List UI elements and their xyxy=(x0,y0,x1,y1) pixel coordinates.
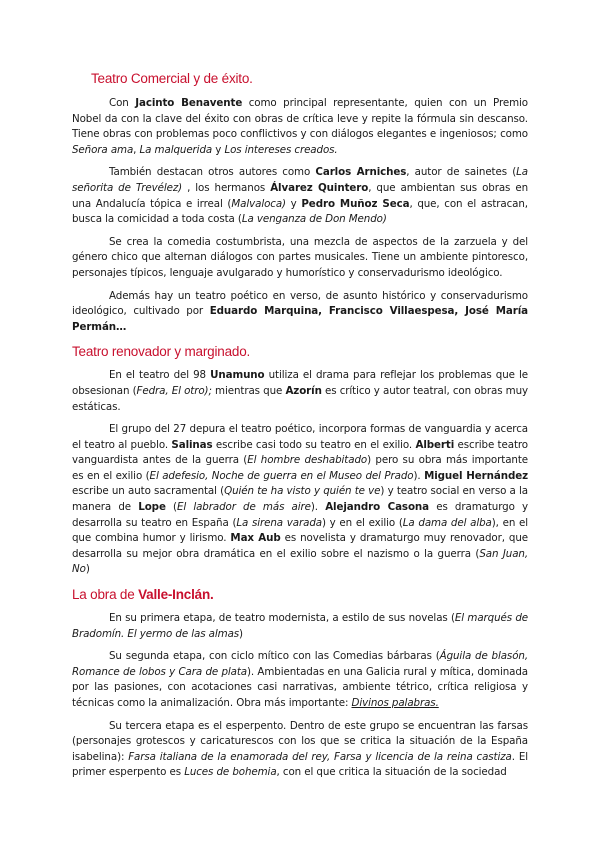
section-body-valle-inclan xyxy=(72,611,528,781)
italic-title: Farsa italiana de la enamorada del rey, Farsa y licencia de la reina castiza xyxy=(128,750,512,763)
italic-title: El hombre deshabitado xyxy=(247,454,368,467)
italic-title: El marqués de Bradomín. El yermo de las almas xyxy=(72,612,528,640)
italic-title: Quién te ha visto y quién te ve xyxy=(224,485,381,498)
paragraph: En su primera etapa, de teatro modernista, a estilo de sus novelas (El marqués de Bradomín. El yermo de las almas) xyxy=(72,612,528,640)
bold-text: Alejandro Casona xyxy=(325,501,430,514)
bold-text: Azorín xyxy=(285,384,322,397)
italic-title: La dama del alba xyxy=(402,516,492,529)
paragraph: En el teatro del 98 Unamuno utiliza el drama para reflejar los problemas que le obsesionan (Fedra, El otro); mientras que Azorín es crítico y autor teatral, con obras muy estáticas. xyxy=(72,369,529,413)
bold-text: Álvarez Quintero xyxy=(270,181,369,194)
italic-title: Señora ama xyxy=(72,143,134,156)
paragraph: También destacan otros autores como Carlos Arniches, autor de sainetes (La señorita de Trevélez) , los hermanos Álvarez Quintero, que ambientan sus obras en una Andalucía tópica e irreal (Malvaloca) y Pedro Muñoz Seca, que, con el astracan, busca la comicidad a toda costa (La venganza de Don Mendo) xyxy=(72,166,529,226)
section-heading-teatro-renovador: Teatro renovador y marginado. xyxy=(72,344,251,360)
italic-title: La señorita de Trevélez) xyxy=(72,166,528,194)
paragraph: Con Jacinto Benavente como principal representante, quien con un Premio Nobel da con la clave del éxito con obras de crítica leve y repite la fórmula sin descanso. Tiene obras con problemas poco conflictivos y con diálogos elegantes e ingeniosos; como Señora ama, La malquerida y Los intereses creados. xyxy=(72,97,528,156)
bold-text: Miguel Hernández xyxy=(424,469,528,482)
bold-text: Eduardo Marquina, Francisco Villaespesa, José María Permán… xyxy=(72,305,528,333)
section-body-teatro-renovador xyxy=(72,368,528,578)
paragraph: Su segunda etapa, con ciclo mítico con las Comedias bárbaras (Águila de blasón, Romance de lobos y Cara de plata). Ambientadas en una Galicia rural y mítica, dominada por las pasiones, con acotaciones casi narrativas, ambiente tétrico, crítica religiosa y técnicas como la animalización. Obra más importante: Divinos palabras. xyxy=(72,650,528,709)
heading-prefix: La obra de xyxy=(72,587,139,603)
bold-text: Lope xyxy=(138,501,166,514)
italic-title: Malvaloca) xyxy=(231,197,286,210)
italic-title: La malquerida xyxy=(139,143,213,156)
italic-title: Los intereses creados. xyxy=(224,143,338,156)
paragraph: Se crea la comedia costumbrista, una mezcla de aspectos de la zarzuela y del género chico que alternan diálogos con partes musicales. Tiene un ambiente pintoresco, personajes típicos, lenguaje avulgarado y humorístico y conservadurismo ideológico. xyxy=(72,235,528,279)
italic-title: San Juan, No xyxy=(72,547,529,576)
underlined-title: Divinos palabras. xyxy=(351,697,439,709)
italic-title: Fedra, El otro); xyxy=(136,384,212,397)
bold-text: Alberti xyxy=(415,438,455,451)
bold-text: Max Aub xyxy=(230,532,281,545)
paragraph: El grupo del 27 depura el teatro poético, incorpora formas de vanguardia y acerca el teatro al pueblo. Salinas escribe casi todo su teatro en el exilio. Alberti escribe teatro vanguardista antes de la guerra (El hombre deshabitado) pero su obra más importante es en el exilio (El adefesio, Noche de guerra en el Museo del Prado). Miguel Hernández escribe un auto sacramental (Quién te ha visto y quién te ve) y teatro social en verso a la manera de Lope (El labrador de más aire). Alejandro Casona es dramaturgo y desarrolla su teatro en España (La sirena varada) y en el exilio (La dama del alba), en el que combina humor y lirismo. Max Aub es novelista y dramaturgo muy renovador, que desarrolla su mejor obra dramática en el exilio sobre el nazismo o la guerra (San Juan, No) xyxy=(72,423,529,576)
paragraph: Además hay un teatro poético en verso, de asunto histórico y conservadurismo ideológico, cultivado por Eduardo Marquina, Francisco Villaespesa, José María Permán… xyxy=(72,289,528,333)
document-page xyxy=(72,70,528,781)
italic-title: Águila de blasón, Romance de lobos y Cara de plata xyxy=(72,650,528,678)
section-heading-valle-inclan xyxy=(72,586,528,604)
section-heading-teatro-comercial: Teatro Comercial y de éxito. xyxy=(91,71,253,86)
bold-text: Pedro Muñoz Seca xyxy=(301,197,410,210)
paragraph: Su tercera etapa es el esperpento. Dentro de este grupo se encuentran las farsas (personajes grotescos y caricaturescos con los que se critica la situación de la España isabelina): Farsa italiana de la enamorada del rey, Farsa y licencia de la reina castiza. El primer esperpento es Luces de bohemia, con el que critica la situación de la sociedad xyxy=(72,719,528,779)
heading-author: Valle-Inclán. xyxy=(138,587,214,603)
section-body-teatro-comercial xyxy=(72,96,528,335)
bold-text: Jacinto Benavente xyxy=(135,97,243,109)
italic-title: El adefesio, Noche de guerra en el Museo del Prado xyxy=(149,469,414,482)
italic-title: La venganza de Don Mendo) xyxy=(241,213,387,226)
bold-text: Unamuno xyxy=(210,369,265,382)
bold-text: Salinas xyxy=(171,438,213,451)
bold-text: Carlos Arniches xyxy=(315,166,407,179)
italic-title: La sirena varada xyxy=(236,516,322,529)
italic-title: El labrador de más aire xyxy=(176,501,311,514)
italic-title: Luces de bohemia xyxy=(184,766,277,779)
